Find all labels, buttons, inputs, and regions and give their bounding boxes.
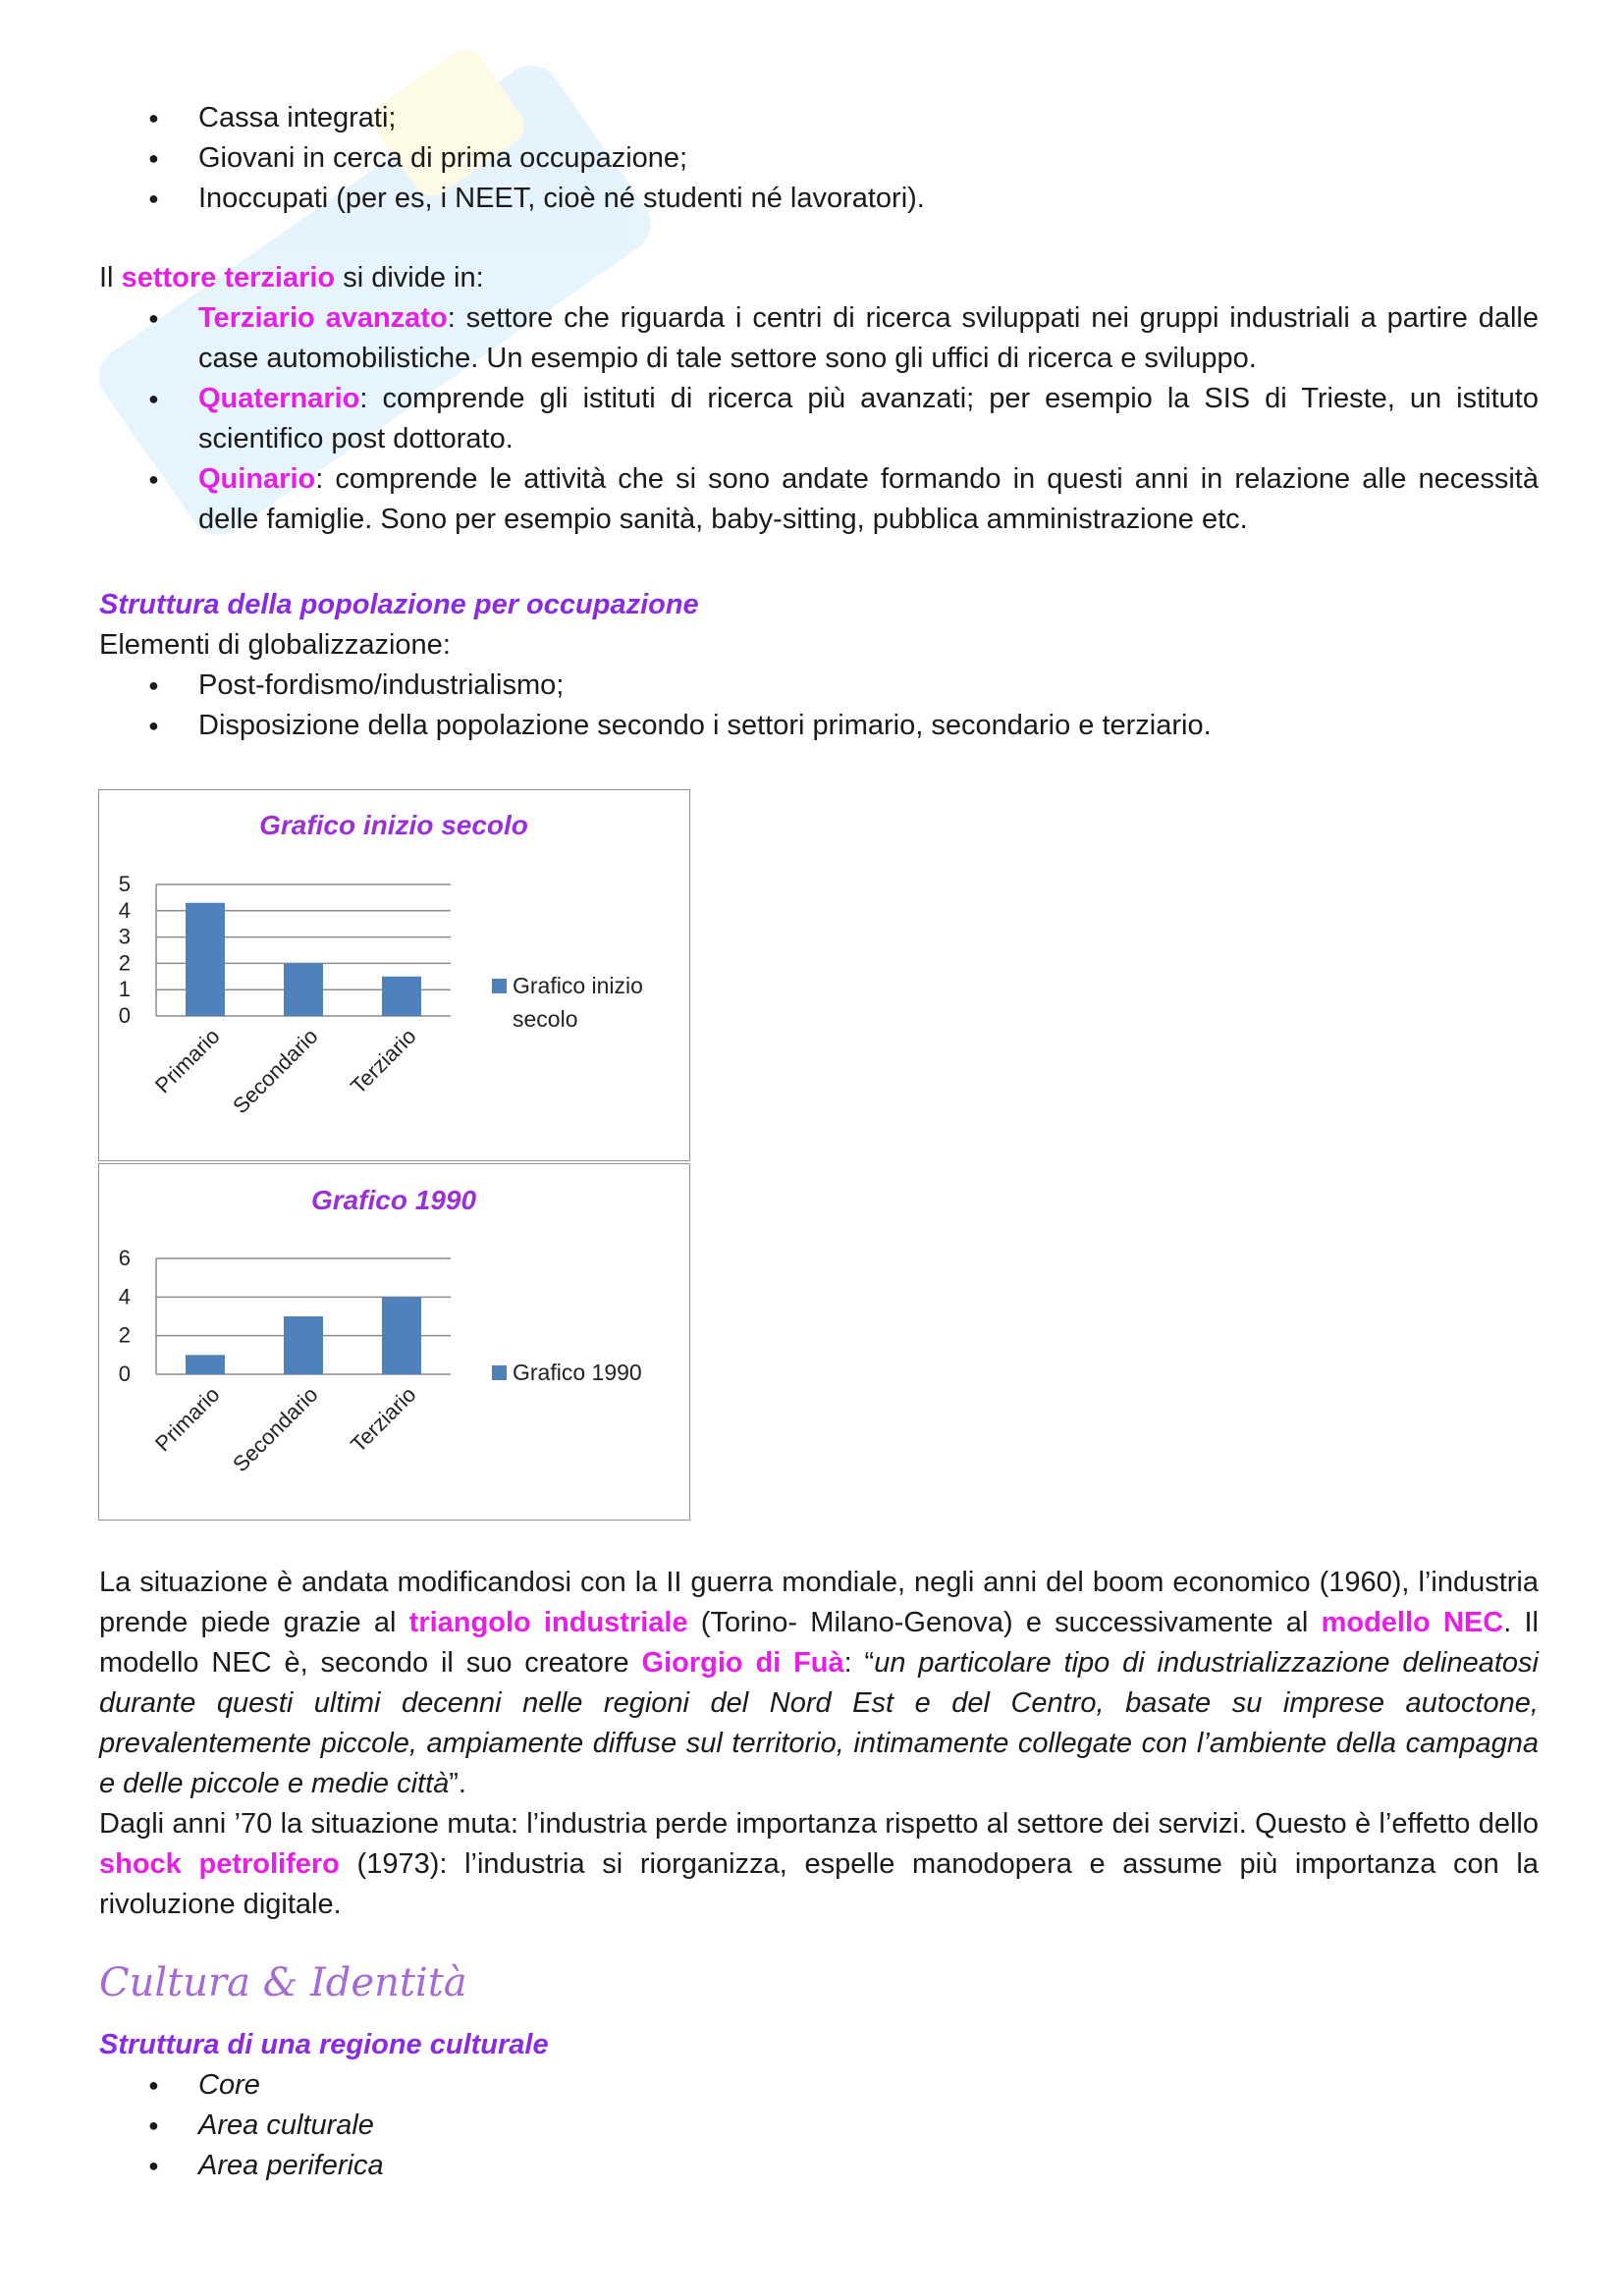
highlight-modello-nec: modello NEC <box>1321 1607 1504 1638</box>
x-tick-label: Primario <box>149 1381 225 1457</box>
list-item: ● Quinario: comprende le attività che si sono andate formando in questi anni in relazione alle necessità delle famiglie. Sono per esempio sanità, baby-sitting, pubblica amministrazione etc. <box>99 459 1539 540</box>
y-tick-label: 4 <box>118 897 131 923</box>
legend-label: Grafico 1990 <box>513 1360 642 1385</box>
y-tick-label: 4 <box>118 1284 131 1309</box>
legend-swatch <box>492 1365 507 1380</box>
chart-title: Grafico 1990 <box>310 1185 477 1215</box>
x-tick-label: Terziario <box>346 1023 421 1099</box>
y-tick-label: 1 <box>118 977 131 1002</box>
x-tick-label: Secondario <box>228 1023 323 1119</box>
paragraph-anni-70: Dagli anni ’70 la situazione muta: l’industria perde importanza rispetto al settore dei servizi. Questo è l’effetto dello shock petrolifero (1973): l’industria si riorganizza, espelle manodopera e assume più importanza con la rivoluzione digitale. <box>99 1808 1539 1920</box>
list-item: ● Giovani in cerca di prima occupazione; <box>99 138 1539 179</box>
list-item: ● Cassa integrati; <box>99 98 1539 138</box>
chart-title: Grafico inizio secolo <box>259 810 528 840</box>
legend-swatch <box>492 979 507 993</box>
charts-area <box>98 789 690 1522</box>
y-tick-label: 3 <box>118 924 131 949</box>
list-item: ● Core <box>99 2065 1539 2106</box>
highlight-triangolo-industriale: triangolo industriale <box>408 1607 688 1638</box>
list-globalizzazione <box>99 666 1539 746</box>
list-regione-culturale <box>99 2065 1539 2186</box>
x-tick-label: Primario <box>149 1023 225 1098</box>
paragraph-industria: La situazione è andata modificandosi con la II guerra mondiale, negli anni del boom economico (1960), l’industria prende piede grazie al triangolo industriale (Torino- Milano-Genova) e successivamente al modello NEC. Il modello NEC è, secondo il suo creatore Giorgio di Fuà: “un particolare tipo di industrializzazione delineatosi durante questi ultimi decenni nelle regioni del Nord Est e del Centro, basate su imprese autoctone, prevalentemente piccole, ampiamente diffuse sul territorio, intimamente collegate con l’ambiente della campagna e delle piccole e medie città”. <box>99 1567 1539 1799</box>
list-item: ● Inoccupati (per es, i NEET, cioè né studenti né lavoratori). <box>99 179 1539 219</box>
chart-svg <box>99 1164 689 1520</box>
list-item: ● Post-fordismo/industrialismo; <box>99 666 1539 706</box>
list-item: ● Area periferica <box>99 2146 1539 2186</box>
list-item: ● Quaternario: comprende gli istituti di ricerca più avanzati; per esempio la SIS di Trieste, un istituto scientifico post dottorato. <box>99 379 1539 459</box>
chart-svg <box>99 790 689 1160</box>
y-tick-label: 2 <box>118 1322 131 1348</box>
bar-primario <box>186 903 225 1016</box>
list-disoccupati <box>99 98 1539 219</box>
x-tick-label: Terziario <box>346 1381 421 1458</box>
highlight-giorgio-di-fua: Giorgio di Fuà <box>641 1647 844 1679</box>
y-tick-label: 0 <box>118 1003 131 1028</box>
highlight-settore-terziario: settore terziario <box>121 262 336 294</box>
highlight-shock-petrolifero: shock petrolifero <box>99 1848 340 1880</box>
bar-terziario <box>382 1297 421 1374</box>
y-tick-label: 5 <box>118 872 131 896</box>
heading-regione-culturale: Struttura di una regione culturale <box>99 2029 549 2060</box>
x-tick-label: Secondario <box>228 1381 323 1477</box>
subline-globalizzazione: Elementi di globalizzazione: <box>99 629 451 661</box>
legend-label: secolo <box>513 1006 578 1032</box>
legend-label: Grafico inizio <box>513 973 643 998</box>
terziario-intro: Il settore terziario si divide in: <box>99 262 484 294</box>
bar-terziario <box>382 977 421 1016</box>
y-tick-label: 6 <box>118 1246 131 1270</box>
list-item: ● Terziario avanzato: settore che riguarda i centri di ricerca sviluppati nei gruppi industriali a partire dalle case automobilistiche. Un esempio di tale settore sono gli uffici di ricerca e sviluppo. <box>99 298 1539 379</box>
y-tick-label: 2 <box>118 950 131 976</box>
chart-1990 <box>98 1163 690 1521</box>
bar-secondario <box>284 963 323 1016</box>
list-item: ● Disposizione della popolazione secondo i settori primario, secondario e terziario. <box>99 706 1539 746</box>
document-page <box>99 98 1539 2186</box>
chart-inizio-secolo <box>98 789 690 1161</box>
heading-struttura-popolazione: Struttura della popolazione per occupazione <box>99 589 699 620</box>
bar-secondario <box>284 1316 323 1374</box>
quote-fua: un particolare tipo di industrializzazione delineatosi durante questi ultimi decenni nelle regioni del Nord Est e del Centro, basate su imprese autoctone, prevalentemente piccole, ampiamente diffuse sul territorio, intimamente collegate con l’ambiente della campagna e delle piccole e medie città <box>99 1647 1539 1799</box>
y-tick-label: 0 <box>118 1362 131 1386</box>
bar-primario <box>186 1355 225 1374</box>
list-terziario <box>99 298 1539 540</box>
section-title-cultura: Cultura & Identità <box>99 1960 467 2005</box>
list-item: ● Area culturale <box>99 2106 1539 2146</box>
